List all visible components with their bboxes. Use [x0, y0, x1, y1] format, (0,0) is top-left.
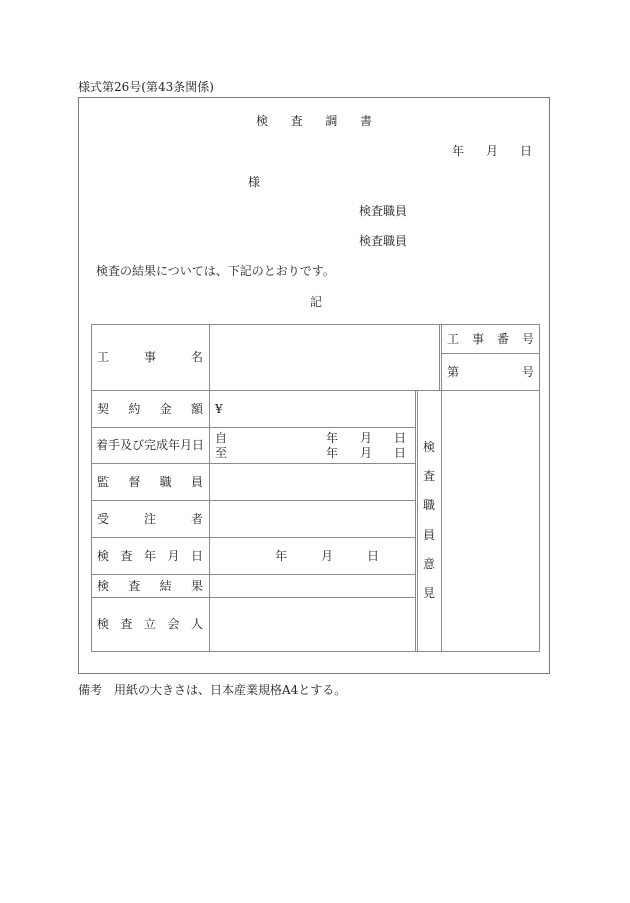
table-border-top: [91, 324, 540, 325]
supervisor-field[interactable]: [211, 465, 414, 499]
number-column-divider-b: [441, 324, 442, 652]
supervisor-label: 監 督 職 員: [97, 475, 203, 489]
ki-heading: 記: [310, 295, 323, 309]
label-column-divider: [209, 324, 210, 652]
form-number: 様式第26号(第43条関係): [78, 80, 214, 94]
inspection-result-label: 検 査 結 果: [97, 579, 203, 593]
inspection-date-field[interactable]: 年 月 日: [275, 549, 379, 563]
inspector-signature-2: 検査職員: [359, 234, 408, 248]
construction-number-field[interactable]: 第 号: [447, 365, 534, 379]
construction-number-label: 工 事 番 号: [447, 332, 534, 346]
contractor-label: 受 注 者: [97, 512, 203, 526]
inspection-result-field[interactable]: [211, 576, 414, 596]
inspection-witness-label: 検 査 立 会 人: [97, 617, 203, 631]
inspection-date-label: 検 査 年 月 日: [97, 549, 203, 563]
from-label: 自: [215, 431, 228, 445]
row-divider: [91, 463, 416, 464]
row-divider: [91, 597, 416, 598]
row-divider: [91, 537, 416, 538]
contractor-field[interactable]: [211, 502, 414, 536]
table-border-bottom: [91, 651, 540, 652]
opinion-column-divider-b: [417, 390, 418, 652]
construction-name-label: 工 事 名: [97, 350, 203, 364]
start-completion-date-label: 着手及び完成年月日: [96, 438, 205, 452]
table-border-right: [539, 324, 540, 652]
to-label: 至: [215, 446, 228, 460]
inspection-witness-field[interactable]: [211, 599, 414, 650]
addressee-suffix: 様: [248, 175, 261, 189]
form-title: 検 査 調 書: [256, 114, 372, 128]
contract-amount-label: 契 約 金 額: [97, 402, 203, 416]
number-column-divider-a: [439, 324, 440, 391]
row-divider: [91, 500, 416, 501]
inspector-signature-1: 検査職員: [359, 204, 408, 218]
construction-name-field[interactable]: [211, 326, 438, 389]
contract-amount-field[interactable]: ¥: [215, 402, 223, 416]
footer-note: 備考 用紙の大きさは、日本産業規格A4とする。: [78, 683, 347, 697]
intro-text: 検査の結果については、下記のとおりです。: [96, 264, 335, 278]
start-date-field[interactable]: 年 月 日: [326, 431, 406, 445]
opinion-column-divider-a: [415, 390, 416, 652]
inspector-opinion-label: 検 査 職 員 意 見: [422, 440, 435, 600]
row-divider: [91, 390, 540, 391]
issue-date: 年 月 日: [452, 144, 532, 158]
table-border-left: [91, 324, 92, 652]
number-header-divider: [441, 353, 540, 354]
row-divider: [91, 574, 416, 575]
inspector-opinion-field[interactable]: [443, 392, 538, 650]
row-divider: [91, 427, 416, 428]
completion-date-field[interactable]: 年 月 日: [326, 446, 406, 460]
